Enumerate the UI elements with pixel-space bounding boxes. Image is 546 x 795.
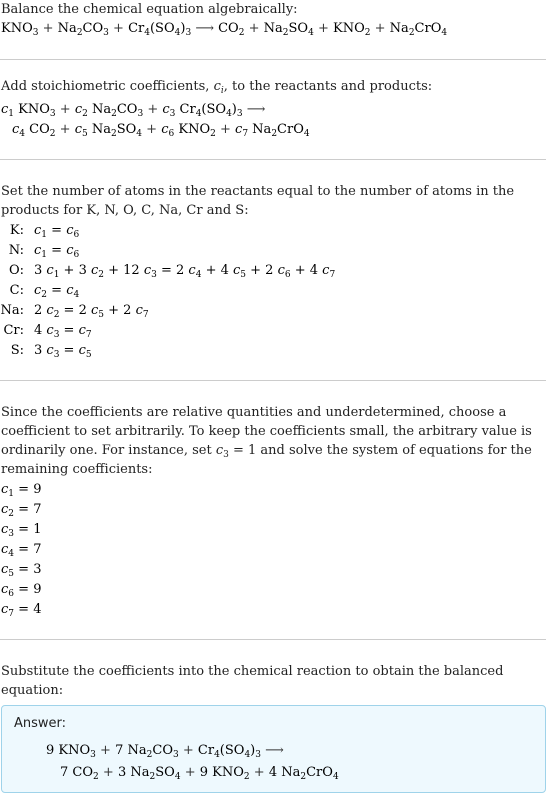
coefficient: 9 bbox=[199, 765, 209, 780]
section5-intro-line1: Substitute the coefficients into the chemical reaction to obtain the balanced bbox=[1, 664, 504, 679]
section5-intro-line2: equation: bbox=[1, 683, 64, 698]
formula-na2co3: $Na_2CO_3$ bbox=[57, 21, 109, 38]
solution-value: 9 bbox=[33, 582, 42, 597]
element-label: Na: bbox=[0, 303, 24, 318]
divider bbox=[0, 639, 546, 640]
solution-row: $c_4 = 7$ bbox=[1, 542, 42, 559]
solution-row: $c_7 = 4$ bbox=[1, 602, 42, 619]
section4-intro-line2: coefficient to set arbitrarily. To keep the coefficients small, the arbitrary value is bbox=[1, 424, 532, 439]
reaction-arrow: ⟶ bbox=[195, 21, 214, 36]
solution-value: 7 bbox=[33, 502, 42, 517]
solution-value: 1 bbox=[33, 522, 42, 537]
element-label: N: bbox=[8, 243, 24, 258]
unbalanced-reaction: $KNO_3 + Na_2CO_3 + Cr_4(SO_4)_3$ ⟶ $CO_2 + Na_2SO_4 + KNO_2 + Na_2CrO_4$ bbox=[1, 21, 448, 38]
solution-value: 9 bbox=[33, 482, 42, 497]
solution-value: 4 bbox=[33, 602, 42, 617]
solution-value: 3 bbox=[33, 562, 42, 577]
formula-kno3: $KNO_3$ bbox=[1, 21, 39, 38]
element-label: Cr: bbox=[3, 323, 24, 338]
coefficient: 7 bbox=[115, 743, 124, 758]
answer-box bbox=[1, 705, 546, 793]
equation: $c_1 = c_6$ bbox=[34, 243, 80, 260]
formula-na2cro4: $Na_2CrO_4$ bbox=[389, 21, 448, 38]
solution-row: $c_2 = 7$ bbox=[1, 502, 42, 519]
answer-label: Answer: bbox=[14, 716, 67, 731]
section1-intro: Balance the chemical equation algebraically: bbox=[1, 2, 298, 17]
formula-cr4so43: $Cr_4(SO_4)_3$ bbox=[128, 21, 192, 38]
element-label: K: bbox=[9, 223, 24, 238]
divider bbox=[0, 380, 546, 381]
element-label: S: bbox=[10, 343, 24, 358]
formula-kno2: $KNO_2$ bbox=[333, 21, 371, 38]
balanced-equation-line1: 9 $KNO_3 + 7$ $Na_2CO_3 + Cr_4(SO_4)_3$ ⟶ bbox=[46, 743, 284, 760]
section3-intro-line2: products for K, N, O, C, Na, Cr and S: bbox=[1, 203, 249, 218]
section2-intro: Add stoichiometric coefficients, $c_i$, to the reactants and products: bbox=[1, 79, 433, 96]
coefficient: 4 bbox=[268, 765, 278, 780]
equation: 3 $c_1 + 3$ $c_2 + 12$ $c_3 = 2$ $c_4 + 4$ $c_5 + 2$ $c_6 + 4$ $c_7$ bbox=[34, 263, 336, 280]
divider bbox=[0, 159, 546, 160]
formula-na2so4: $Na_2SO_4$ bbox=[263, 21, 314, 38]
coefficient-reaction-line2: $c_4$ $CO_2 + c_5$ $Na_2SO_4 + c_6$ $KNO_2 + c_7$ $Na_2CrO_4$ bbox=[12, 122, 310, 139]
equation: 4 $c_3 = c_7$ bbox=[34, 323, 92, 340]
section4-intro-line4: remaining coefficients: bbox=[1, 462, 153, 477]
balanced-equation-line2: 7 $CO_2 + 3$ $Na_2SO_4 + 9$ $KNO_2 + 4$ $Na_2CrO_4$ bbox=[60, 765, 339, 782]
divider bbox=[0, 59, 546, 60]
equation: 3 $c_3 = c_5$ bbox=[34, 343, 92, 360]
coefficient-reaction-line1: $c_1$ $KNO_3 + c_2$ $Na_2CO_3 + c_3$ $Cr_4(SO_4)_3$ ⟶ bbox=[1, 102, 266, 119]
coefficient: 3 bbox=[117, 765, 127, 780]
equation: 2 $c_2 = 2$ $c_5 + 2$ $c_7$ bbox=[34, 303, 149, 320]
solution-row: $c_3 = 1$ bbox=[1, 522, 42, 539]
element-label: O: bbox=[8, 263, 24, 278]
element-label: C: bbox=[9, 283, 24, 298]
section4-intro-line3: ordinarily one. For instance, set $c_3 = 1$ and solve the system of equations for the bbox=[1, 443, 532, 460]
solution-row: $c_5 = 3$ bbox=[1, 562, 42, 579]
formula-co2: $CO_2$ bbox=[218, 21, 245, 38]
section4-intro-line1: Since the coefficients are relative quantities and underdetermined, choose a bbox=[1, 405, 507, 420]
coefficient: 7 bbox=[60, 765, 69, 780]
solution-value: 7 bbox=[33, 542, 42, 557]
solution-row: $c_6 = 9$ bbox=[1, 582, 42, 599]
equation: $c_2 = c_4$ bbox=[34, 283, 80, 300]
section3-intro-line1: Set the number of atoms in the reactants equal to the number of atoms in the bbox=[1, 184, 515, 199]
equation: $c_1 = c_6$ bbox=[34, 223, 80, 240]
solution-row: $c_1 = 9$ bbox=[1, 482, 42, 499]
coefficient: 9 bbox=[46, 743, 55, 758]
